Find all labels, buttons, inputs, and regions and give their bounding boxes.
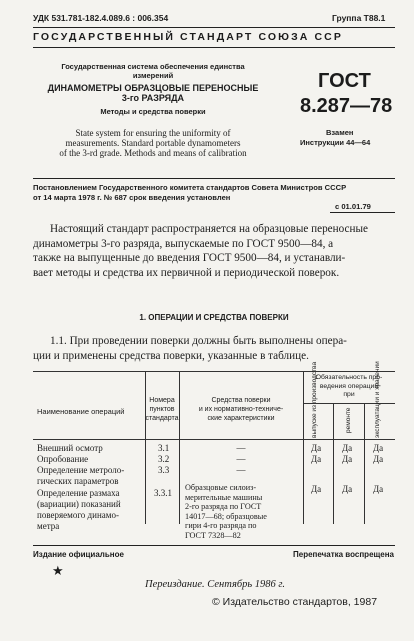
section-paragraph: 1.1. При проведении поверки должны быть выполнены опера- [50, 335, 347, 347]
table-row-op: Опробование [37, 454, 89, 464]
table-row-means: — [236, 465, 246, 475]
table-row-op: Определение размаха (вариации) показаний поверяемого динамо- метра [37, 488, 121, 531]
col-line-1 [145, 371, 146, 524]
table-row-num: 3.2 [158, 454, 170, 464]
reissue-date: Переиздание. Сентябрь 1986 г. [145, 579, 285, 590]
table-top-line [33, 371, 395, 372]
main-title: ДИНАМОМЕТРЫ ОБРАЗЦОВЫЕ ПЕРЕНОСНЫЕ 3-го РАЗРЯДА [47, 83, 259, 103]
section-paragraph-cont: ции и применены средства поверки, указанные в таблице. [33, 349, 309, 362]
decree-text: Постановлением Государственного комитета стандартов Совета Министров СССР от 14 марта 1978 г. № 687 срок введения установлен [33, 183, 347, 202]
sub-header-release: выпуске из производства [311, 361, 318, 438]
col-header-operation: Наименование операций [37, 407, 125, 416]
table-row-num: 3.3.1 [154, 488, 172, 498]
table-row-means: — [236, 443, 246, 453]
col-header-obligation: Обязательность про- ведения операций при [315, 374, 383, 398]
decree-date: с 01.01.79 [335, 202, 371, 211]
udk-code: УДК 531.781-182.4.089.6 : 006.354 [33, 13, 169, 23]
table-row-means: Образцовые силоиз- мерительные машины 2-го разряда по ГОСТ 14017—68; образцовые гири 4-го разряда по ГОСТ 7328—82 [185, 483, 267, 540]
table-row-op: Определение метроло- гических параметров [37, 465, 125, 486]
gost-number: 8.287—78 [300, 95, 393, 117]
table-row-c: Да [373, 454, 384, 464]
table-row-a: Да [311, 454, 322, 464]
table-row-means: — [236, 454, 246, 464]
header-bottom-line [33, 439, 395, 440]
star-icon: ★ [52, 563, 64, 578]
intro-paragraph-cont: динамометры 3-го разряда, выпускаемые по ГОСТ 9500—84, а также на выпущенные до введения ГОСТ 9500—84, и устанавли- вает методы и средства их первичной и периодической поверок. [33, 237, 346, 279]
table-row-b: Да [342, 454, 353, 464]
banner-rule [33, 47, 395, 48]
table-row-c: Да [373, 443, 384, 453]
col-header-number: Номера пунктов стандарта [145, 397, 179, 422]
col-line-4 [333, 403, 334, 524]
system-title: Государственная система обеспечения единства измерений [61, 62, 245, 80]
gost-label: ГОСТ [318, 70, 371, 92]
sub-header-repair: ремонте [345, 407, 352, 433]
table-row-a: Да [311, 484, 322, 494]
col-line-5 [364, 403, 365, 524]
official-edition: Издание официальное [33, 550, 124, 559]
english-title: State system for ensuring the uniformity of measurements. Standard portable dynamometers of the 3-rd grade. Methods and means of calibration [59, 128, 247, 158]
decree-rule [33, 178, 395, 179]
replaces-value: Инструкции 44—64 [300, 138, 371, 147]
table-row-b: Да [342, 484, 353, 494]
table-row-op: Внешний осмотр [37, 443, 103, 453]
top-rule [33, 27, 395, 28]
standard-banner: ГОСУДАРСТВЕННЫЙ СТАНДАРТ СОЮЗА ССР [33, 31, 343, 43]
table-row-a: Да [311, 443, 322, 453]
section-title: 1. ОПЕРАЦИИ И СРЕДСТВА ПОВЕРКИ [139, 313, 289, 322]
sub-header-exploitation: эксплуатации и хранении [374, 361, 381, 438]
table-row-num: 3.1 [158, 443, 170, 453]
intro-paragraph: Настоящий стандарт распространяется на образцовые переносные [50, 223, 368, 235]
footer-rule [33, 545, 395, 546]
group-code: Группа Т88.1 [332, 13, 386, 23]
method-subtitle: Методы и средства поверки [100, 107, 206, 116]
col-header-means: Средства поверки и их нормативно-техниче- ские характеристики [198, 397, 284, 422]
table-row-c: Да [373, 484, 384, 494]
replaces-label: Взамен [326, 128, 354, 137]
copyright: © Издательство стандартов, 1987 [212, 596, 378, 608]
reprint-forbidden: Перепечатка воспрещена [293, 550, 394, 559]
date-underline [330, 212, 395, 213]
table-row-num: 3.3 [158, 465, 170, 475]
table-row-b: Да [342, 443, 353, 453]
verification-table [33, 361, 395, 540]
